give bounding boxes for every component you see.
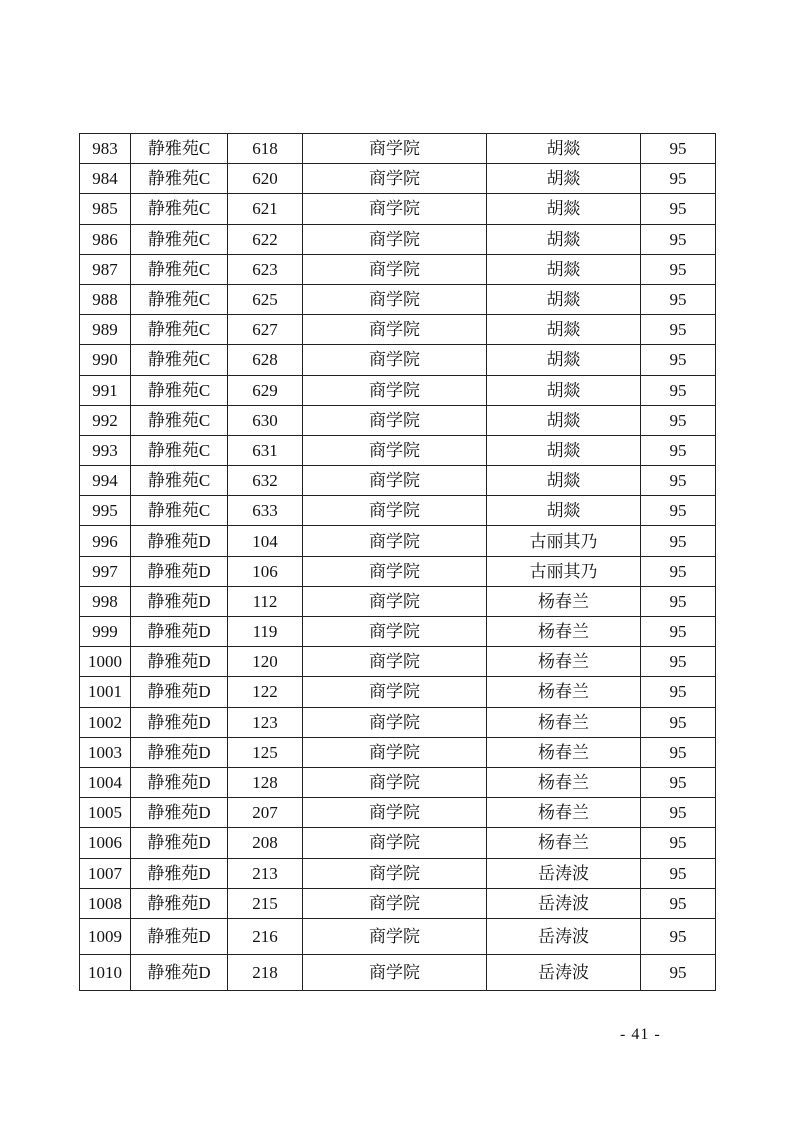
cell-score: 95 (641, 224, 716, 254)
cell-person: 古丽其乃 (487, 556, 641, 586)
cell-number: 1008 (80, 888, 131, 918)
cell-person: 胡燚 (487, 405, 641, 435)
cell-room: 622 (228, 224, 303, 254)
cell-score: 95 (641, 798, 716, 828)
cell-person: 胡燚 (487, 224, 641, 254)
cell-number: 1000 (80, 647, 131, 677)
cell-building: 静雅苑D (131, 858, 228, 888)
table-row (80, 405, 716, 435)
table-row (80, 134, 716, 164)
table-row (80, 828, 716, 858)
cell-college: 商学院 (303, 647, 487, 677)
cell-number: 996 (80, 526, 131, 556)
cell-building: 静雅苑D (131, 888, 228, 918)
cell-building: 静雅苑C (131, 254, 228, 284)
cell-room: 120 (228, 647, 303, 677)
cell-college: 商学院 (303, 405, 487, 435)
cell-room: 625 (228, 284, 303, 314)
cell-score: 95 (641, 767, 716, 797)
cell-score: 95 (641, 586, 716, 616)
cell-college: 商学院 (303, 466, 487, 496)
cell-score: 95 (641, 888, 716, 918)
cell-building: 静雅苑D (131, 677, 228, 707)
cell-college: 商学院 (303, 194, 487, 224)
cell-score: 95 (641, 405, 716, 435)
cell-room: 125 (228, 737, 303, 767)
cell-college: 商学院 (303, 918, 487, 954)
cell-number: 991 (80, 375, 131, 405)
cell-building: 静雅苑C (131, 164, 228, 194)
cell-number: 993 (80, 435, 131, 465)
cell-building: 静雅苑C (131, 315, 228, 345)
cell-person: 胡燚 (487, 345, 641, 375)
cell-college: 商学院 (303, 134, 487, 164)
cell-building: 静雅苑D (131, 526, 228, 556)
table-row (80, 888, 716, 918)
cell-person: 胡燚 (487, 194, 641, 224)
cell-building: 静雅苑D (131, 918, 228, 954)
cell-number: 988 (80, 284, 131, 314)
cell-room: 128 (228, 767, 303, 797)
page-number: - 41 - (620, 1026, 661, 1043)
cell-college: 商学院 (303, 345, 487, 375)
cell-building: 静雅苑D (131, 647, 228, 677)
cell-number: 995 (80, 496, 131, 526)
cell-person: 岳涛波 (487, 954, 641, 990)
table-row (80, 954, 716, 990)
cell-building: 静雅苑C (131, 345, 228, 375)
cell-number: 1006 (80, 828, 131, 858)
cell-number: 1003 (80, 737, 131, 767)
cell-number: 1005 (80, 798, 131, 828)
table-row (80, 767, 716, 797)
cell-person: 胡燚 (487, 435, 641, 465)
cell-score: 95 (641, 954, 716, 990)
cell-room: 618 (228, 134, 303, 164)
cell-college: 商学院 (303, 858, 487, 888)
cell-room: 207 (228, 798, 303, 828)
table-row (80, 677, 716, 707)
cell-building: 静雅苑C (131, 405, 228, 435)
cell-person: 杨春兰 (487, 677, 641, 707)
cell-room: 633 (228, 496, 303, 526)
cell-person: 杨春兰 (487, 737, 641, 767)
cell-score: 95 (641, 556, 716, 586)
cell-person: 胡燚 (487, 375, 641, 405)
cell-person: 胡燚 (487, 496, 641, 526)
cell-college: 商学院 (303, 435, 487, 465)
cell-building: 静雅苑C (131, 194, 228, 224)
cell-building: 静雅苑D (131, 556, 228, 586)
cell-number: 997 (80, 556, 131, 586)
cell-person: 岳涛波 (487, 858, 641, 888)
cell-college: 商学院 (303, 375, 487, 405)
table-row (80, 164, 716, 194)
cell-room: 104 (228, 526, 303, 556)
cell-room: 216 (228, 918, 303, 954)
table-row (80, 496, 716, 526)
cell-number: 987 (80, 254, 131, 284)
cell-building: 静雅苑D (131, 617, 228, 647)
cell-score: 95 (641, 737, 716, 767)
cell-college: 商学院 (303, 496, 487, 526)
cell-room: 621 (228, 194, 303, 224)
cell-college: 商学院 (303, 586, 487, 616)
cell-room: 213 (228, 858, 303, 888)
cell-room: 628 (228, 345, 303, 375)
cell-score: 95 (641, 284, 716, 314)
cell-building: 静雅苑C (131, 466, 228, 496)
cell-room: 629 (228, 375, 303, 405)
cell-person: 古丽其乃 (487, 526, 641, 556)
cell-number: 990 (80, 345, 131, 375)
cell-score: 95 (641, 828, 716, 858)
table-row (80, 737, 716, 767)
table-row (80, 345, 716, 375)
cell-college: 商学院 (303, 828, 487, 858)
table-row (80, 918, 716, 954)
cell-college: 商学院 (303, 677, 487, 707)
cell-room: 632 (228, 466, 303, 496)
cell-building: 静雅苑D (131, 586, 228, 616)
cell-score: 95 (641, 617, 716, 647)
cell-person: 杨春兰 (487, 586, 641, 616)
cell-college: 商学院 (303, 254, 487, 284)
cell-college: 商学院 (303, 224, 487, 254)
cell-number: 1002 (80, 707, 131, 737)
cell-person: 岳涛波 (487, 918, 641, 954)
table-row (80, 858, 716, 888)
table-row (80, 435, 716, 465)
cell-score: 95 (641, 435, 716, 465)
table-row (80, 798, 716, 828)
cell-score: 95 (641, 194, 716, 224)
cell-college: 商学院 (303, 954, 487, 990)
cell-room: 122 (228, 677, 303, 707)
cell-number: 983 (80, 134, 131, 164)
cell-room: 627 (228, 315, 303, 345)
cell-number: 998 (80, 586, 131, 616)
cell-college: 商学院 (303, 888, 487, 918)
dormitory-score-table (79, 133, 716, 991)
cell-person: 胡燚 (487, 254, 641, 284)
cell-score: 95 (641, 466, 716, 496)
cell-building: 静雅苑C (131, 284, 228, 314)
cell-score: 95 (641, 526, 716, 556)
cell-person: 杨春兰 (487, 767, 641, 797)
cell-score: 95 (641, 707, 716, 737)
cell-college: 商学院 (303, 164, 487, 194)
cell-building: 静雅苑C (131, 224, 228, 254)
cell-score: 95 (641, 315, 716, 345)
cell-number: 994 (80, 466, 131, 496)
table-row (80, 284, 716, 314)
cell-score: 95 (641, 858, 716, 888)
cell-college: 商学院 (303, 767, 487, 797)
cell-room: 123 (228, 707, 303, 737)
cell-number: 985 (80, 194, 131, 224)
cell-room: 119 (228, 617, 303, 647)
cell-score: 95 (641, 677, 716, 707)
cell-person: 杨春兰 (487, 617, 641, 647)
cell-room: 215 (228, 888, 303, 918)
cell-person: 岳涛波 (487, 888, 641, 918)
cell-college: 商学院 (303, 798, 487, 828)
cell-college: 商学院 (303, 315, 487, 345)
cell-number: 984 (80, 164, 131, 194)
table-row (80, 466, 716, 496)
cell-college: 商学院 (303, 617, 487, 647)
cell-room: 106 (228, 556, 303, 586)
cell-college: 商学院 (303, 737, 487, 767)
cell-score: 95 (641, 134, 716, 164)
cell-number: 986 (80, 224, 131, 254)
cell-building: 静雅苑C (131, 134, 228, 164)
cell-number: 1004 (80, 767, 131, 797)
cell-score: 95 (641, 375, 716, 405)
table-row (80, 647, 716, 677)
cell-building: 静雅苑D (131, 737, 228, 767)
table-row (80, 375, 716, 405)
cell-person: 胡燚 (487, 134, 641, 164)
table-row (80, 224, 716, 254)
table-row (80, 526, 716, 556)
cell-number: 992 (80, 405, 131, 435)
cell-room: 218 (228, 954, 303, 990)
cell-person: 杨春兰 (487, 798, 641, 828)
cell-building: 静雅苑D (131, 798, 228, 828)
cell-person: 杨春兰 (487, 828, 641, 858)
cell-person: 胡燚 (487, 466, 641, 496)
cell-room: 620 (228, 164, 303, 194)
table-row (80, 254, 716, 284)
table-row (80, 194, 716, 224)
cell-score: 95 (641, 254, 716, 284)
table-row (80, 617, 716, 647)
cell-score: 95 (641, 345, 716, 375)
cell-score: 95 (641, 164, 716, 194)
table-row (80, 586, 716, 616)
cell-building: 静雅苑D (131, 828, 228, 858)
cell-building: 静雅苑D (131, 707, 228, 737)
table-row (80, 707, 716, 737)
cell-number: 1007 (80, 858, 131, 888)
cell-person: 胡燚 (487, 164, 641, 194)
cell-building: 静雅苑D (131, 954, 228, 990)
cell-building: 静雅苑C (131, 375, 228, 405)
cell-score: 95 (641, 918, 716, 954)
cell-building: 静雅苑C (131, 496, 228, 526)
cell-number: 1001 (80, 677, 131, 707)
cell-room: 112 (228, 586, 303, 616)
table-row (80, 556, 716, 586)
cell-college: 商学院 (303, 526, 487, 556)
cell-score: 95 (641, 496, 716, 526)
cell-person: 胡燚 (487, 284, 641, 314)
cell-college: 商学院 (303, 556, 487, 586)
cell-college: 商学院 (303, 284, 487, 314)
cell-room: 623 (228, 254, 303, 284)
table-row (80, 315, 716, 345)
cell-room: 630 (228, 405, 303, 435)
cell-room: 208 (228, 828, 303, 858)
cell-building: 静雅苑C (131, 435, 228, 465)
cell-number: 989 (80, 315, 131, 345)
table-body (80, 134, 716, 991)
cell-person: 杨春兰 (487, 707, 641, 737)
cell-score: 95 (641, 647, 716, 677)
cell-building: 静雅苑D (131, 767, 228, 797)
cell-person: 杨春兰 (487, 647, 641, 677)
cell-person: 胡燚 (487, 315, 641, 345)
cell-room: 631 (228, 435, 303, 465)
cell-number: 1010 (80, 954, 131, 990)
cell-college: 商学院 (303, 707, 487, 737)
cell-number: 999 (80, 617, 131, 647)
cell-number: 1009 (80, 918, 131, 954)
